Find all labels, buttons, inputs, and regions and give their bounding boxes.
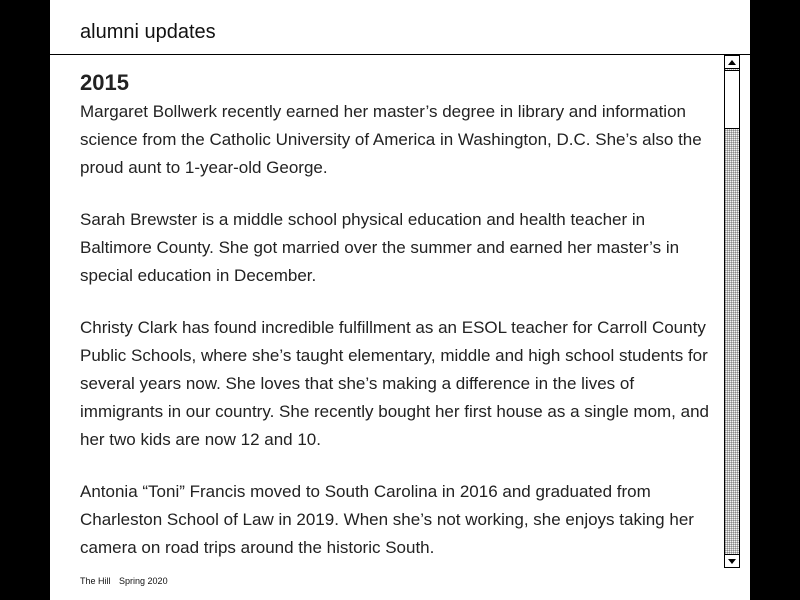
page-title: alumni updates [80,21,216,43]
alumni-update-paragraph: Christy Clark has found incredible fulfillment as an ESOL teacher for Carroll County Public Schools, where she’s taught elementary, middle and high school students for several years now. She loves that she’s making a difference in the lives of immigrants in our country. She recently bought her first house as a single mom, and her two kids are now 12 and 10. [80,318,709,449]
alumni-update-paragraph: Antonia “Toni” Francis moved to South Carolina in 2016 and graduated from Charleston School of Law in 2019. When she’s not working, she enjoys taking her camera on road trips around the historic South. [80,482,694,557]
article-content [80,68,720,568]
arrow-up-icon [728,60,736,65]
scroll-up-button[interactable] [725,56,739,69]
vertical-scrollbar[interactable] [724,55,740,568]
header [50,0,750,55]
alumni-update-paragraph: Margaret Bollwerk recently earned her master’s degree in library and information science from the Catholic University of America in Washington, D.C. She’s also the proud aunt to 1-year-old George. [80,102,702,177]
section-year-heading: 2015 [80,70,129,95]
arrow-down-icon [728,559,736,564]
footer [80,576,174,586]
scroll-down-button[interactable] [725,554,739,567]
issue-label: Spring 2020 [119,576,168,586]
publication-name: The Hill [80,576,111,586]
alumni-update-paragraph: Sarah Brewster is a middle school physical education and health teacher in Baltimore County. She got married over the summer and earned her master’s in special education in December. [80,210,680,285]
page [50,0,750,600]
scrollbar-thumb[interactable] [725,70,739,129]
